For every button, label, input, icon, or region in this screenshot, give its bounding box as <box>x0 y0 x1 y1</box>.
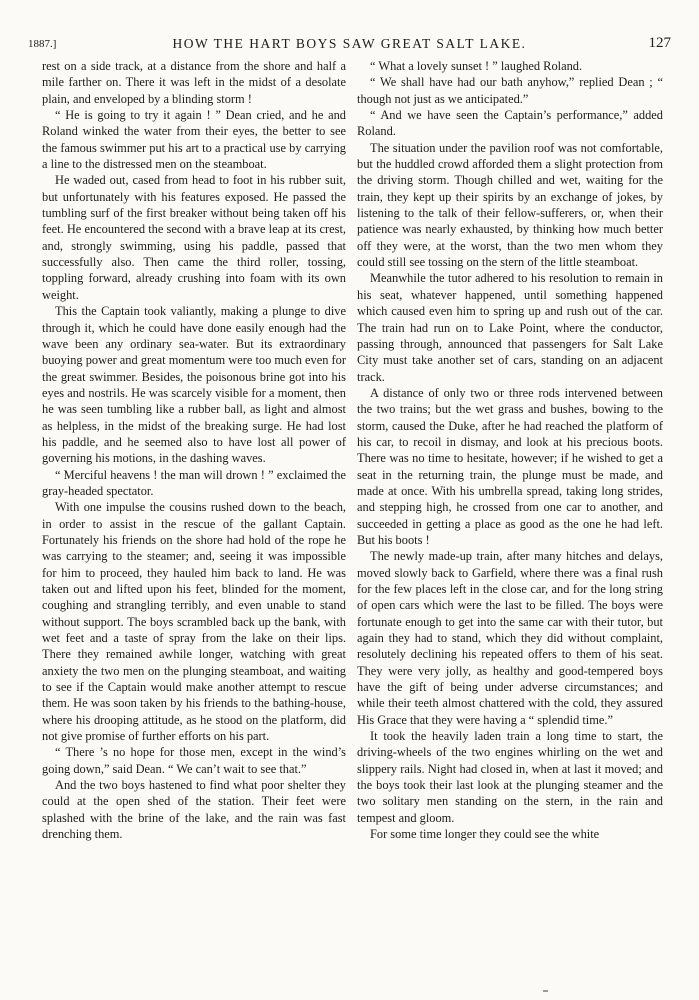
paragraph: He waded out, cased from head to foot in his rubber suit, but unfortunately with his features exposed. He passed the tumbling surf of the first breaker without being taken off his feet. He encountered the second with a brave leap at its crest, and, strongly swimming, using his paddle, passed that successfully also. Then came the third roller, tossing, toppling forward, already crushing into foam with its own weight. <box>42 173 346 302</box>
running-header <box>28 36 671 52</box>
paragraph: “ We shall have had our bath anyhow,” replied Dean ; “ though not just as we anticipated.” <box>357 75 663 106</box>
paragraph: “ He is going to try it again ! ” Dean cried, and he and Roland winked the water from their eyes, the better to see the famous swimmer put his art to a practical use by carrying a line to the distressed men on the steamboat. <box>42 108 346 172</box>
paragraph: “ There ’s no hope for those men, except in the wind’s going down,” said Dean. “ We can’t wait to see that.” <box>42 745 346 776</box>
page-number: 127 <box>648 35 671 51</box>
paragraph: This the Captain took valiantly, making a plunge to dive through it, which he could have done easily enough had the wave been any ordinary sea-water. But its extraordinary buoying power and great momentum were too much even for the great swimmer. Besides, the poisonous brine got into his eyes and nostrils. He was scarcely visible for a moment, then he was seen tumbling like a rubber ball, as light and almost as helpless, in the midst of the breaking surge. He had lost his paddle, and he seemed also to have lost all power of governing his motions, in the dashing waves. <box>42 304 346 466</box>
paragraph: With one impulse the cousins rushed down to the beach, in order to assist in the rescue of the gallant Captain. Fortunately his friends on the shore had hold of the rope he was carrying to the steamer; and, seeing it was impossible for him to proceed, they hauled him back to land. He was taken out and lifted upon his feet, blinded for the moment, coughing and strangling terribly, and even unable to stand without support. The boys scrambled back up the bank, with wet feet and a taste of spray from the lake on their lips. There they remained awhile longer, watching with great anxiety the two men on the plunging steamboat, and waiting to see if the Captain would make another attempt to rescue them. He was soon taken by his friends to the bathing-house, where his drooping attitude, as he stood on the platform, did not give promise of further efforts on his part. <box>42 500 346 744</box>
paragraph: “ Merciful heavens ! the man will drown ! ” exclaimed the gray-headed spectator. <box>42 467 346 498</box>
left-column <box>42 58 346 843</box>
paragraph: And the two boys hastened to find what poor shelter they could at the open shed of the station. Their feet were splashed with the brine of the lake, and the rain was fast drenching them. <box>42 778 346 842</box>
paragraph: Meanwhile the tutor adhered to his resolution to remain in his seat, whatever happened, until something happened which caused even him to spring up and rush out of the car. The train had run on to Lake Point, where the conductor, passing through, announced that passengers for Salt Lake City must take another set of cars, standing on an adjacent track. <box>357 271 663 384</box>
right-column <box>357 58 663 843</box>
running-title: HOW THE HART BOYS SAW GREAT SALT LAKE. <box>172 36 527 51</box>
issue-year: 1887.] <box>28 38 57 50</box>
paragraph: “ And we have seen the Captain’s performance,” added Roland. <box>357 108 663 139</box>
paragraph: “ What a lovely sunset ! ” laughed Roland. <box>370 59 583 73</box>
paragraph: A distance of only two or three rods intervened between the two trains; but the wet grass and bushes, bowing to the storm, caused the Duke, after he had reached the platform of his car, to recoil in dismay, and look at his precious boots. There was no time to hesitate, however; if he wished to get a seat in the returning train, the plunge must be made, and made at once. With his umbrella spread, taking long strides, and stepping high, he crossed from one car to another, and succeeded in getting a place as good as the one he had left. But his boots ! <box>357 385 663 547</box>
paragraph: For some time longer they could see the white <box>370 827 600 842</box>
print-mark <box>543 990 548 992</box>
paragraph: The situation under the pavilion roof was not comfortable, but the huddled crowd afforded them a slight protection from the driving storm. Though chilled and wet, waiting for the train, they kept up their spirits by an exchange of jokes, by listening to the talk of their fellow-sufferers, or, when their patience was nearly exhausted, by thinking how much better off they were, at the worst, than the two men whom they could still see tossing on the stern of the little steamboat. <box>357 140 663 270</box>
paragraph: rest on a side track, at a distance from the shore and half a mile farther on. There it was left in the midst of a desolate plain, and enveloped by a blinding storm ! <box>42 59 346 106</box>
paragraph: The newly made-up train, after many hitches and delays, moved slowly back to Garfield, where there was a final rush for the few places left in the close car, and for the long string of open cars which were the last to be filled. The boys were fortunate enough to get into the same car with their tutor, but again they had to stand, which they did without complaint, resolutely declining his repeated offers to them of his seat. They were very jolly, as healthy and good-tempered boys have the gift of being under adverse circumstances; and while their teeth almost chattered with the cold, they assured His Grace that they were having a “ splendid time.” <box>357 549 663 727</box>
paragraph: It took the heavily laden train a long time to start, the driving-wheels of the two engines whirling on the wet and slippery rails. Night had closed in, when at last it moved; and the boys took their last look at the plunging steamer and the two solitary men standing on the stern, in the rain and tempest and gloom. <box>357 729 663 825</box>
